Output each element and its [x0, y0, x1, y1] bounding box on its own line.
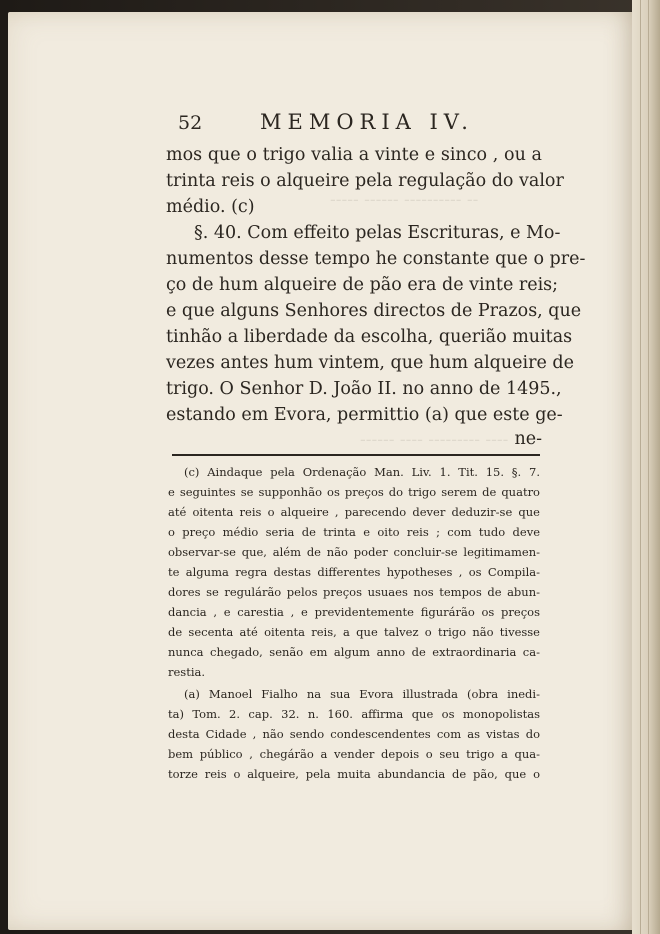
body-line: e que alguns Senhores directos de Prazos, que [166, 301, 582, 321]
footnote-rule [172, 454, 540, 456]
page-edge [632, 0, 660, 934]
footnote-line: e seguintes se supponhão os preços do trigo serem de quatro [168, 485, 540, 499]
body-line: trigo. O Senhor D. João II. no anno de 1495., [166, 379, 562, 399]
footnote-line: restia. [168, 665, 206, 679]
footnote-line: dancia , e carestia , e previdentemente figurárão os preços [168, 605, 540, 619]
page-header [178, 110, 538, 140]
show-through-text: ------ ---- --------- ---- [360, 430, 509, 450]
footnote-line: desta Cidade , não sendo condescendentes com as vistas do [168, 727, 540, 741]
footnote-line: dores se regulárão pelos preços usuaes nos tempos de abun- [168, 585, 540, 599]
page-edge-line [648, 0, 649, 934]
footnote-line: te alguma regra destas differentes hypotheses , os Compila- [168, 565, 540, 579]
footnote-line: observar-se que, além de não poder concluir-se legitimamen- [168, 545, 540, 559]
catchword: ne- [514, 429, 542, 449]
footnote-line: bem público , chegárão a vender depois o seu trigo a qua- [168, 747, 540, 761]
footnote-line: torze reis o alqueire, pela muita abundancia de pão, que o [168, 767, 540, 781]
body-line: vezes antes hum vintem, que hum alqueire de [166, 353, 574, 373]
body-line: trinta reis o alqueire pela regulação do valor [166, 171, 564, 191]
footnote-c-start: (c) Aindaque pela Ordenação Man. Liv. 1. Tit. 15. §. 7. [184, 465, 540, 479]
footnote-line: o preço médio seria de trinta e oito reis ; com tudo deve [168, 525, 540, 539]
page-edge-line [640, 0, 641, 934]
body-line: mos que o trigo valia a vinte e sinco , ou a [166, 145, 542, 165]
footnote-line: ta) Tom. 2. cap. 32. n. 160. affirma que os monopolistas [168, 707, 540, 721]
footnote-line: nunca chegado, senão em algum anno de extraordinaria ca- [168, 645, 540, 659]
body-line: ço de hum alqueire de pão era de vinte reis; [166, 275, 559, 295]
footnote-a-start: (a) Manoel Fialho na sua Evora illustrada (obra inedi- [184, 687, 540, 701]
paragraph-start-line: §. 40. Com effeito pelas Escrituras, e Mo- [194, 223, 561, 243]
show-through-text: ----- ------ ---------- -- [330, 190, 479, 210]
page-number: 52 [178, 112, 203, 134]
body-line: numentos desse tempo he constante que o pre- [166, 249, 586, 269]
footnote-line: até oitenta reis o alqueire , parecendo dever deduzir-se que [168, 505, 540, 519]
body-line: tinhão a liberdade da escolha, querião muitas [166, 327, 573, 347]
footnote-line: de secenta até oitenta reis, a que talvez o trigo não tivesse [168, 625, 540, 639]
body-line: estando em Evora, permittio (a) que este ge- [166, 405, 563, 425]
running-head: MEMORIA IV. [260, 110, 474, 134]
body-line: médio. (c) [166, 197, 255, 217]
